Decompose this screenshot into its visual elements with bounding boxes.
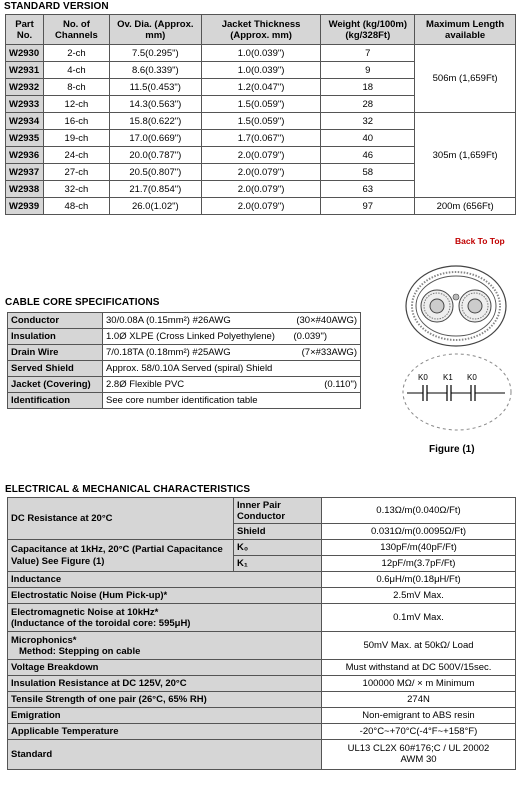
header-weight: Weight (kg/100m) (kg/328Ft) [321, 15, 415, 45]
channels: 32-ch [43, 181, 109, 198]
channels: 16-ch [43, 113, 109, 130]
table-row [8, 660, 516, 676]
table-row [8, 604, 516, 632]
standard-label: Standard [8, 740, 322, 770]
jacket: 1.0(0.039") [201, 45, 321, 62]
k1-label: K1 [443, 373, 453, 382]
row-value: 100000 MΩ/ × m Minimum [322, 676, 516, 692]
core-title: CABLE CORE SPECIFICATIONS [5, 297, 160, 308]
value-text: 2.8Ø Flexible PVC [106, 379, 185, 390]
part-no: W2936 [6, 147, 44, 164]
channels: 2-ch [43, 45, 109, 62]
row-value [103, 329, 361, 345]
table-row [8, 361, 361, 377]
ov-dia: 17.0(0.669") [109, 130, 201, 147]
row-value [103, 393, 361, 409]
sub-label: K₀ [234, 540, 322, 556]
max-length: 200m (656Ft) [415, 198, 516, 215]
label-line: Method: Stepping on cable [19, 645, 141, 657]
row-label: Served Shield [8, 361, 103, 377]
table-row [8, 393, 361, 409]
table-row [8, 329, 361, 345]
weight: 28 [321, 96, 415, 113]
table-row [8, 740, 516, 770]
row-value: 0.031Ω/m(0.0095Ω/Ft) [322, 524, 516, 540]
table-row [8, 572, 516, 588]
label-line: Electromagnetic Noise at 10kHz* [11, 606, 159, 618]
channels: 19-ch [43, 130, 109, 147]
elec-title: ELECTRICAL & MECHANICAL CHARACTERISTICS [5, 484, 251, 495]
table-row [6, 45, 516, 62]
row-label: Electrostatic Noise (Hum Pick-up)* [8, 588, 322, 604]
table-row [6, 198, 516, 215]
ov-dia: 26.0(1.02") [109, 198, 201, 215]
row-label: Tensile Strength of one pair (26°C, 65% RH) [8, 692, 322, 708]
k0-label: K0 [467, 373, 477, 382]
value-text: 7/0.18TA (0.18mm²) #25AWG [106, 347, 231, 358]
jacket: 2.0(0.079") [201, 181, 321, 198]
weight: 9 [321, 62, 415, 79]
standard-table [5, 14, 516, 215]
dc-resistance-label: DC Resistance at 20°C [8, 498, 234, 540]
max-length: 305m (1,659Ft) [415, 113, 516, 198]
row-value: 12pF/m(3.7pF/Ft) [322, 556, 516, 572]
cable-cross-section-image [404, 264, 508, 348]
jacket: 2.0(0.079") [201, 147, 321, 164]
row-label: Insulation [8, 329, 103, 345]
row-value: 274N [322, 692, 516, 708]
value-note: (7×#33AWG) [301, 347, 357, 358]
row-label: Inductance [8, 572, 322, 588]
row-label: Identification [8, 393, 103, 409]
ov-dia: 11.5(0.453") [109, 79, 201, 96]
header-part-no: Part No. [6, 15, 44, 45]
table-row [8, 708, 516, 724]
jacket: 1.0(0.039") [201, 62, 321, 79]
row-label: Insulation Resistance at DC 125V, 20°C [8, 676, 322, 692]
elec-table [7, 497, 516, 770]
row-value [103, 361, 361, 377]
sub-label: Inner Pair Conductor [234, 498, 322, 524]
ov-dia: 15.8(0.622") [109, 113, 201, 130]
row-value: 50mV Max. at 50kΩ/ Load [322, 632, 516, 660]
header-jacket: Jacket Thickness (Approx. mm) [201, 15, 321, 45]
channels: 12-ch [43, 96, 109, 113]
value-text: Approx. 58/0.10A Served (spiral) Shield [106, 363, 273, 374]
value-text: 1.0Ø XLPE (Cross Linked Polyethylene) [106, 331, 275, 342]
max-length: 506m (1,659Ft) [415, 45, 516, 113]
weight: 18 [321, 79, 415, 96]
weight: 40 [321, 130, 415, 147]
ov-dia: 14.3(0.563") [109, 96, 201, 113]
value-text: 30/0.08A (0.15mm²) #26AWG [106, 315, 231, 326]
standard-title: STANDARD VERSION [4, 1, 109, 12]
row-label [8, 604, 322, 632]
ov-dia: 21.7(0.854") [109, 181, 201, 198]
standard-line: AWM 30 [400, 754, 437, 765]
sub-label: Shield [234, 524, 322, 540]
table-row [8, 692, 516, 708]
jacket: 1.5(0.059") [201, 113, 321, 130]
standard-value [322, 740, 516, 770]
table-row [8, 498, 516, 524]
table-row [8, 313, 361, 329]
value-note: (0.110") [324, 379, 357, 390]
value-note: (30×#40AWG) [296, 315, 357, 326]
row-value: 0.13Ω/m(0.040Ω/Ft) [322, 498, 516, 524]
table-row [8, 588, 516, 604]
row-value: 2.5mV Max. [322, 588, 516, 604]
part-no: W2932 [6, 79, 44, 96]
row-value: Must withstand at DC 500V/15sec. [322, 660, 516, 676]
row-value: 0.1mV Max. [322, 604, 516, 632]
row-value: 130pF/m(40pF/Ft) [322, 540, 516, 556]
channels: 27-ch [43, 164, 109, 181]
row-label: Applicable Temperature [8, 724, 322, 740]
part-no: W2938 [6, 181, 44, 198]
standard-header-row [6, 15, 516, 45]
header-max-length: Maximum Length available [415, 15, 516, 45]
table-row [8, 540, 516, 556]
row-label: Conductor [8, 313, 103, 329]
jacket: 2.0(0.079") [201, 164, 321, 181]
sub-label: K₁ [234, 556, 322, 572]
table-row [8, 632, 516, 660]
label-line: Microphonics* [11, 634, 77, 646]
table-row [6, 113, 516, 130]
row-label: Drain Wire [8, 345, 103, 361]
table-row [8, 724, 516, 740]
part-no: W2931 [6, 62, 44, 79]
ov-dia: 7.5(0.295") [109, 45, 201, 62]
ov-dia: 8.6(0.339") [109, 62, 201, 79]
channels: 4-ch [43, 62, 109, 79]
row-value: -20°C~+70°C(-4°F~+158°F) [322, 724, 516, 740]
channels: 24-ch [43, 147, 109, 164]
table-row [8, 377, 361, 393]
header-ov-dia: Ov. Dia. (Approx. mm) [109, 15, 201, 45]
row-value [103, 313, 361, 329]
part-no: W2937 [6, 164, 44, 181]
figure-caption: Figure (1) [429, 444, 475, 455]
weight: 46 [321, 147, 415, 164]
part-no: W2933 [6, 96, 44, 113]
jacket: 1.5(0.059") [201, 96, 321, 113]
part-no: W2930 [6, 45, 44, 62]
k0-label: K0 [418, 373, 428, 382]
row-label: Emigration [8, 708, 322, 724]
core-spec-table [7, 312, 361, 409]
weight: 58 [321, 164, 415, 181]
part-no: W2935 [6, 130, 44, 147]
table-row [8, 345, 361, 361]
jacket: 1.7(0.067") [201, 130, 321, 147]
row-value [103, 377, 361, 393]
weight: 63 [321, 181, 415, 198]
row-value: Non-emigrant to ABS resin [322, 708, 516, 724]
back-to-top-link[interactable]: Back To Top [455, 236, 505, 246]
capacitance-diagram [401, 352, 513, 432]
row-label: Voltage Breakdown [8, 660, 322, 676]
header-channels: No. of Channels [43, 15, 109, 45]
standard-line: UL13 CL2X 60#176;C / UL 20002 [347, 743, 490, 754]
table-row [8, 676, 516, 692]
part-no: W2934 [6, 113, 44, 130]
label-line: (Inductance of the toroidal core: 595μH) [11, 617, 191, 629]
ov-dia: 20.0(0.787") [109, 147, 201, 164]
part-no: W2939 [6, 198, 44, 215]
channels: 8-ch [43, 79, 109, 96]
row-value [103, 345, 361, 361]
weight: 7 [321, 45, 415, 62]
weight: 32 [321, 113, 415, 130]
value-text: See core number identification table [106, 395, 258, 406]
ov-dia: 20.5(0.807") [109, 164, 201, 181]
jacket: 1.2(0.047") [201, 79, 321, 96]
row-label [8, 632, 322, 660]
row-label: Jacket (Covering) [8, 377, 103, 393]
weight: 97 [321, 198, 415, 215]
capacitance-label: Capacitance at 1kHz, 20°C (Partial Capacitance Value) See Figure (1) [8, 540, 234, 572]
value-note: (0.039") [293, 331, 327, 342]
jacket: 2.0(0.079") [201, 198, 321, 215]
channels: 48-ch [43, 198, 109, 215]
row-value: 0.6μH/m(0.18μH/Ft) [322, 572, 516, 588]
